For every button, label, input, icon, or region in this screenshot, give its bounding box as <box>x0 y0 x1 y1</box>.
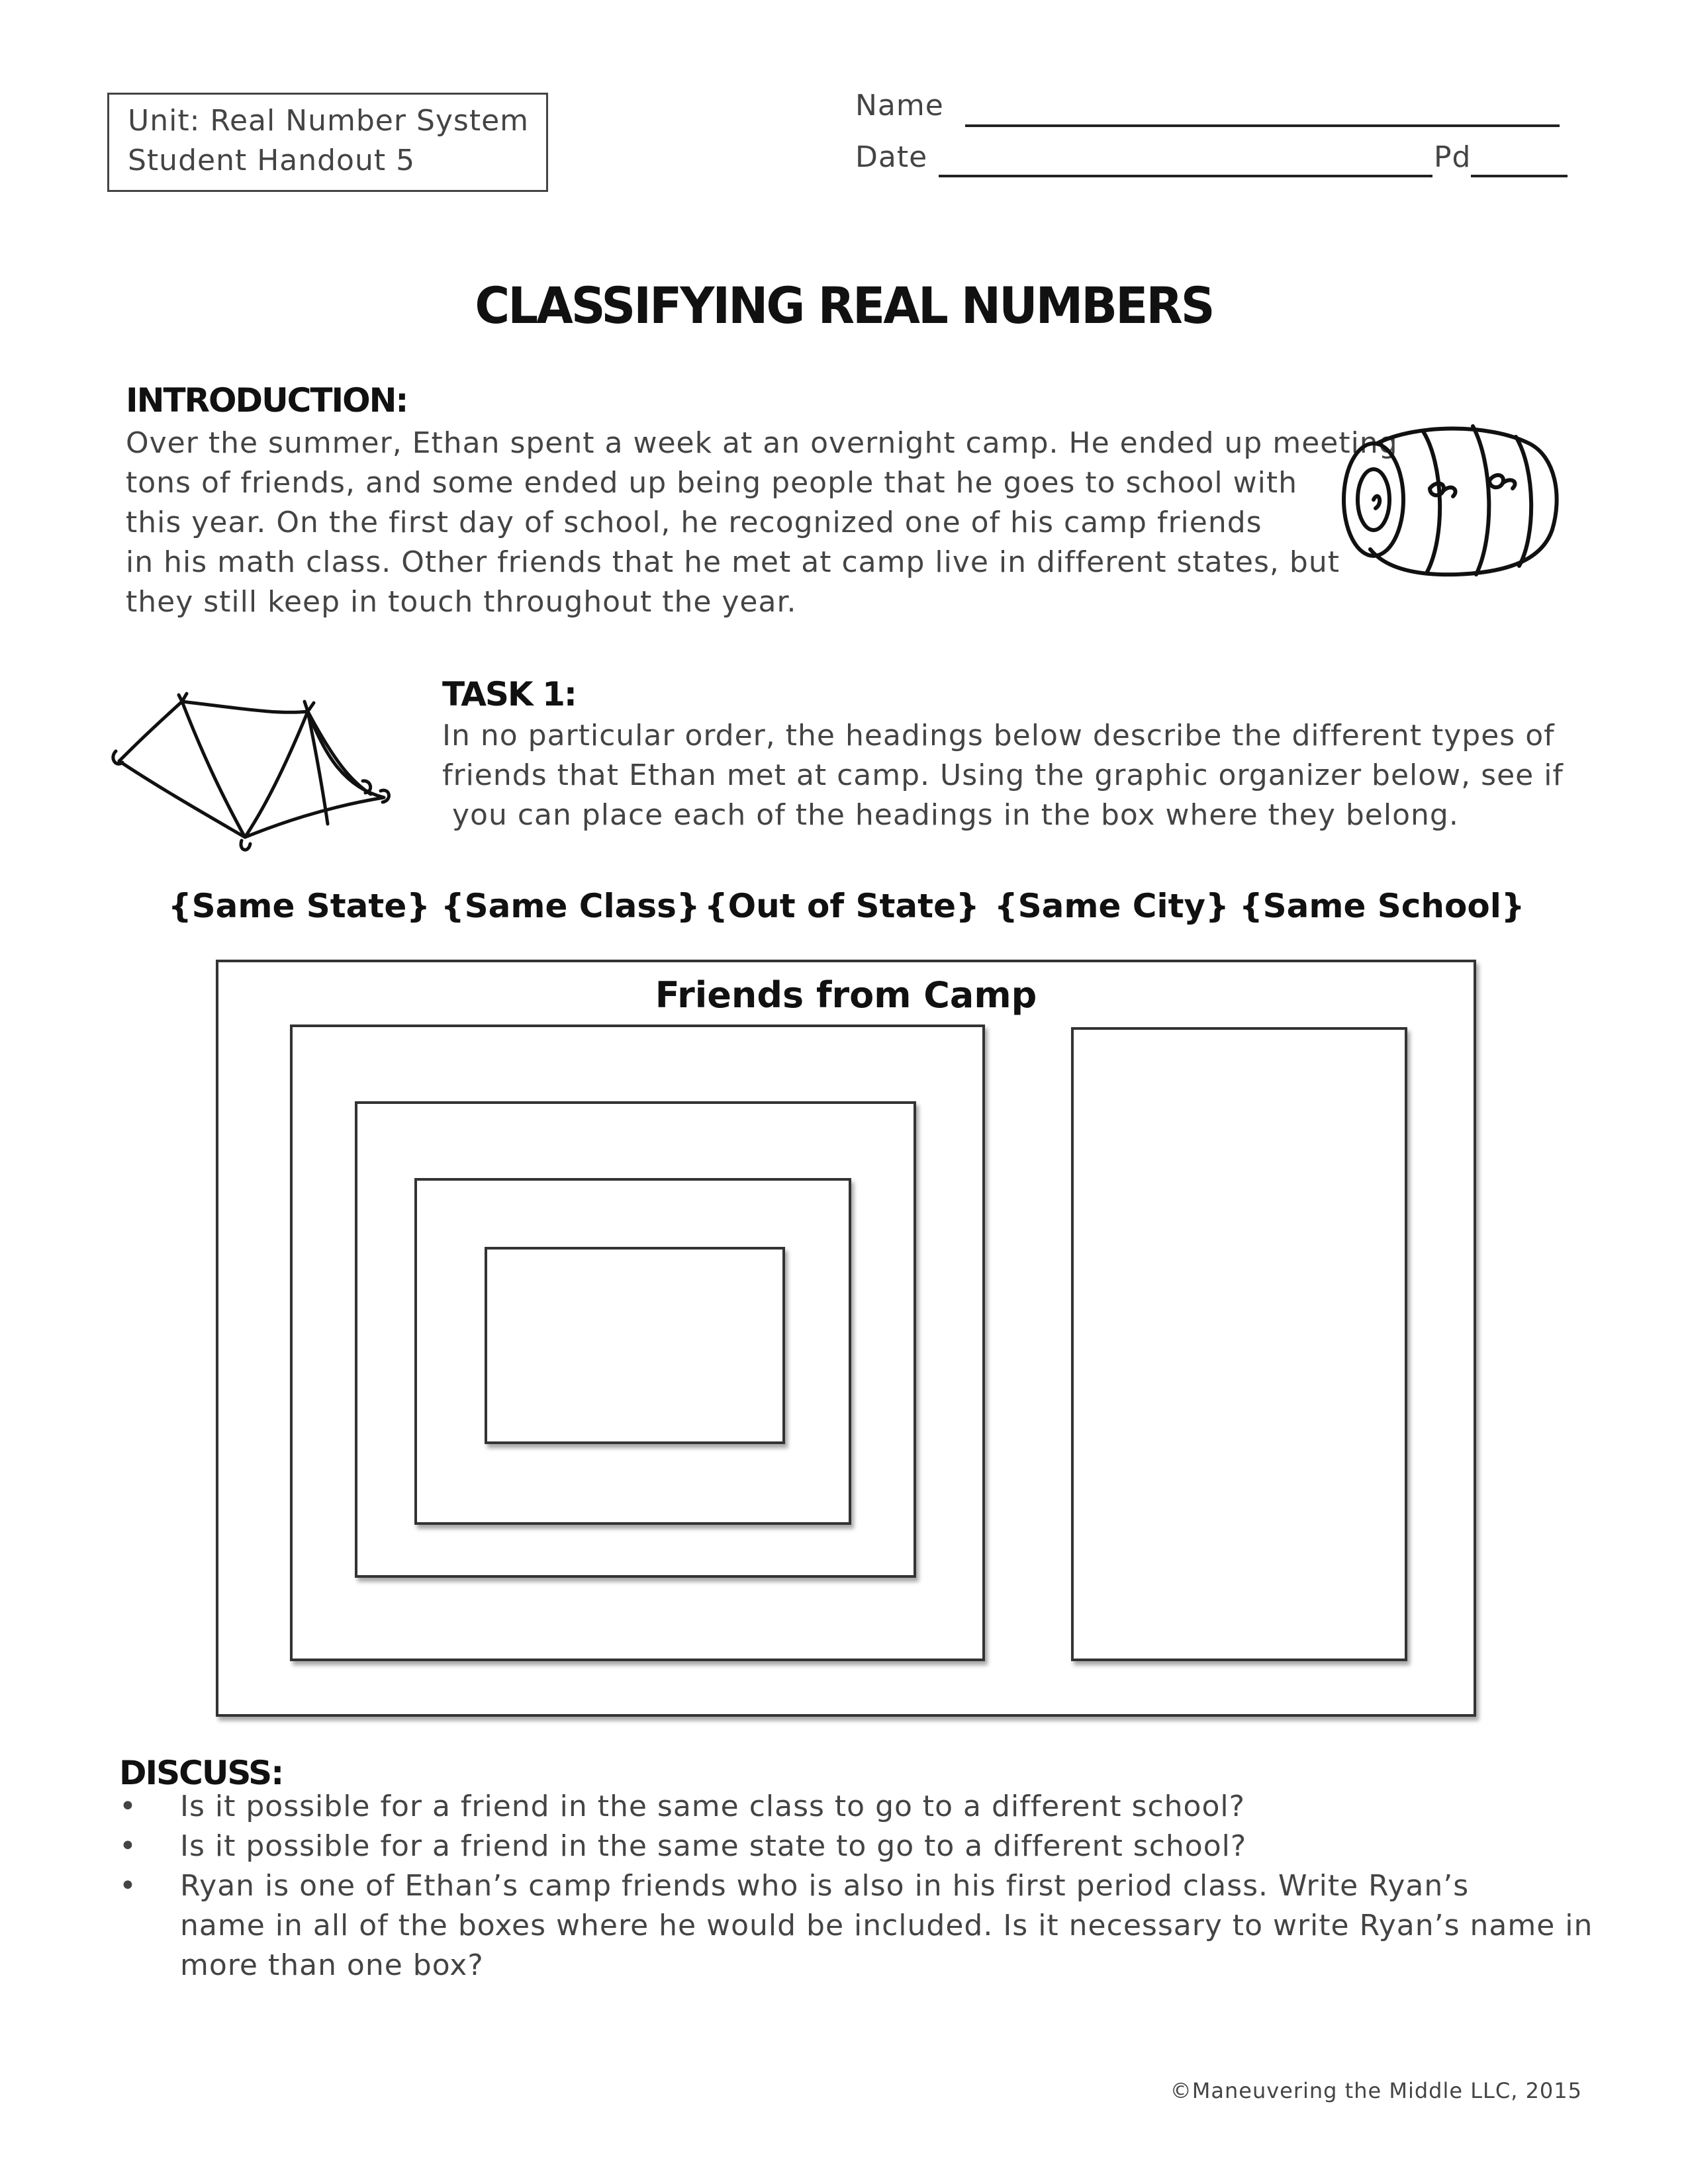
name-label: Name <box>855 89 944 122</box>
intro-line: they still keep in touch throughout the year. <box>126 585 797 619</box>
unit-info-box <box>107 93 548 192</box>
period-field[interactable] <box>1471 175 1568 177</box>
bullet-icon: • <box>119 1790 137 1823</box>
heading-out-of-state[interactable]: {Out of State} <box>704 887 980 925</box>
bullet-icon: • <box>119 1869 137 1903</box>
introduction-text <box>126 424 1398 622</box>
date-field[interactable] <box>939 175 1432 177</box>
list-item <box>119 1787 1575 1827</box>
intro-line: tons of friends, and some ended up being people that he goes to school with <box>126 466 1297 500</box>
task1-line: you can place each of the headings in the box where they belong. <box>442 798 1459 832</box>
heading-same-state[interactable]: {Same State} <box>168 887 430 925</box>
period-label: Pd <box>1434 140 1472 174</box>
name-field[interactable] <box>965 124 1560 127</box>
heading-same-school[interactable]: {Same School} <box>1239 887 1525 925</box>
discuss-heading: DISCUSS: <box>119 1754 283 1792</box>
heading-same-class[interactable]: {Same Class} <box>441 887 700 925</box>
task1-line: friends that Ethan met at camp. Using the graphic organizer below, see if <box>442 758 1564 792</box>
list-item <box>119 1827 1575 1866</box>
list-item <box>119 1866 1593 1985</box>
discuss-question-2: Is it possible for a friend in the same state to go to a different school? <box>180 1829 1247 1863</box>
copyright-footer: ©Maneuvering the Middle LLC, 2015 <box>1170 2078 1582 2103</box>
date-label: Date <box>855 140 928 174</box>
organizer-box-separate[interactable] <box>1071 1027 1407 1661</box>
unit-line: Unit: Real Number System <box>128 104 530 138</box>
discuss-question-1: Is it possible for a friend in the same class to go to a different school? <box>180 1790 1245 1823</box>
intro-line: in his math class. Other friends that he met at camp live in different states, but <box>126 545 1340 579</box>
bullet-icon: • <box>119 1829 137 1863</box>
heading-same-city[interactable]: {Same City} <box>994 887 1229 925</box>
task1-text <box>442 716 1564 835</box>
introduction-heading: INTRODUCTION: <box>126 381 408 420</box>
organizer-box-level-4[interactable] <box>485 1247 785 1444</box>
task1-line: In no particular order, the headings below describe the different types of <box>442 719 1555 752</box>
intro-line: Over the summer, Ethan spent a week at an overnight camp. He ended up meeting <box>126 426 1398 460</box>
tent-icon <box>106 682 404 860</box>
discuss-question-3-cont: more than one box? <box>180 1948 484 1982</box>
discuss-list <box>119 1787 1593 1985</box>
page-title: CLASSIFYING REAL NUMBERS <box>475 276 1213 336</box>
handout-line: Student Handout 5 <box>128 144 416 177</box>
intro-line: this year. On the first day of school, he recognized one of his camp friends <box>126 506 1262 539</box>
task1-heading: TASK 1: <box>442 675 576 713</box>
heading-options <box>0 887 1688 940</box>
discuss-question-3-cont: name in all of the boxes where he would be included. Is it necessary to write Ryan’s name in <box>180 1909 1593 1942</box>
sleeping-bag-icon <box>1337 417 1569 582</box>
discuss-question-3: Ryan is one of Ethan’s camp friends who is also in his first period class. Write Ryan’s <box>180 1869 1470 1903</box>
organizer-title: Friends from Camp <box>655 974 1037 1016</box>
